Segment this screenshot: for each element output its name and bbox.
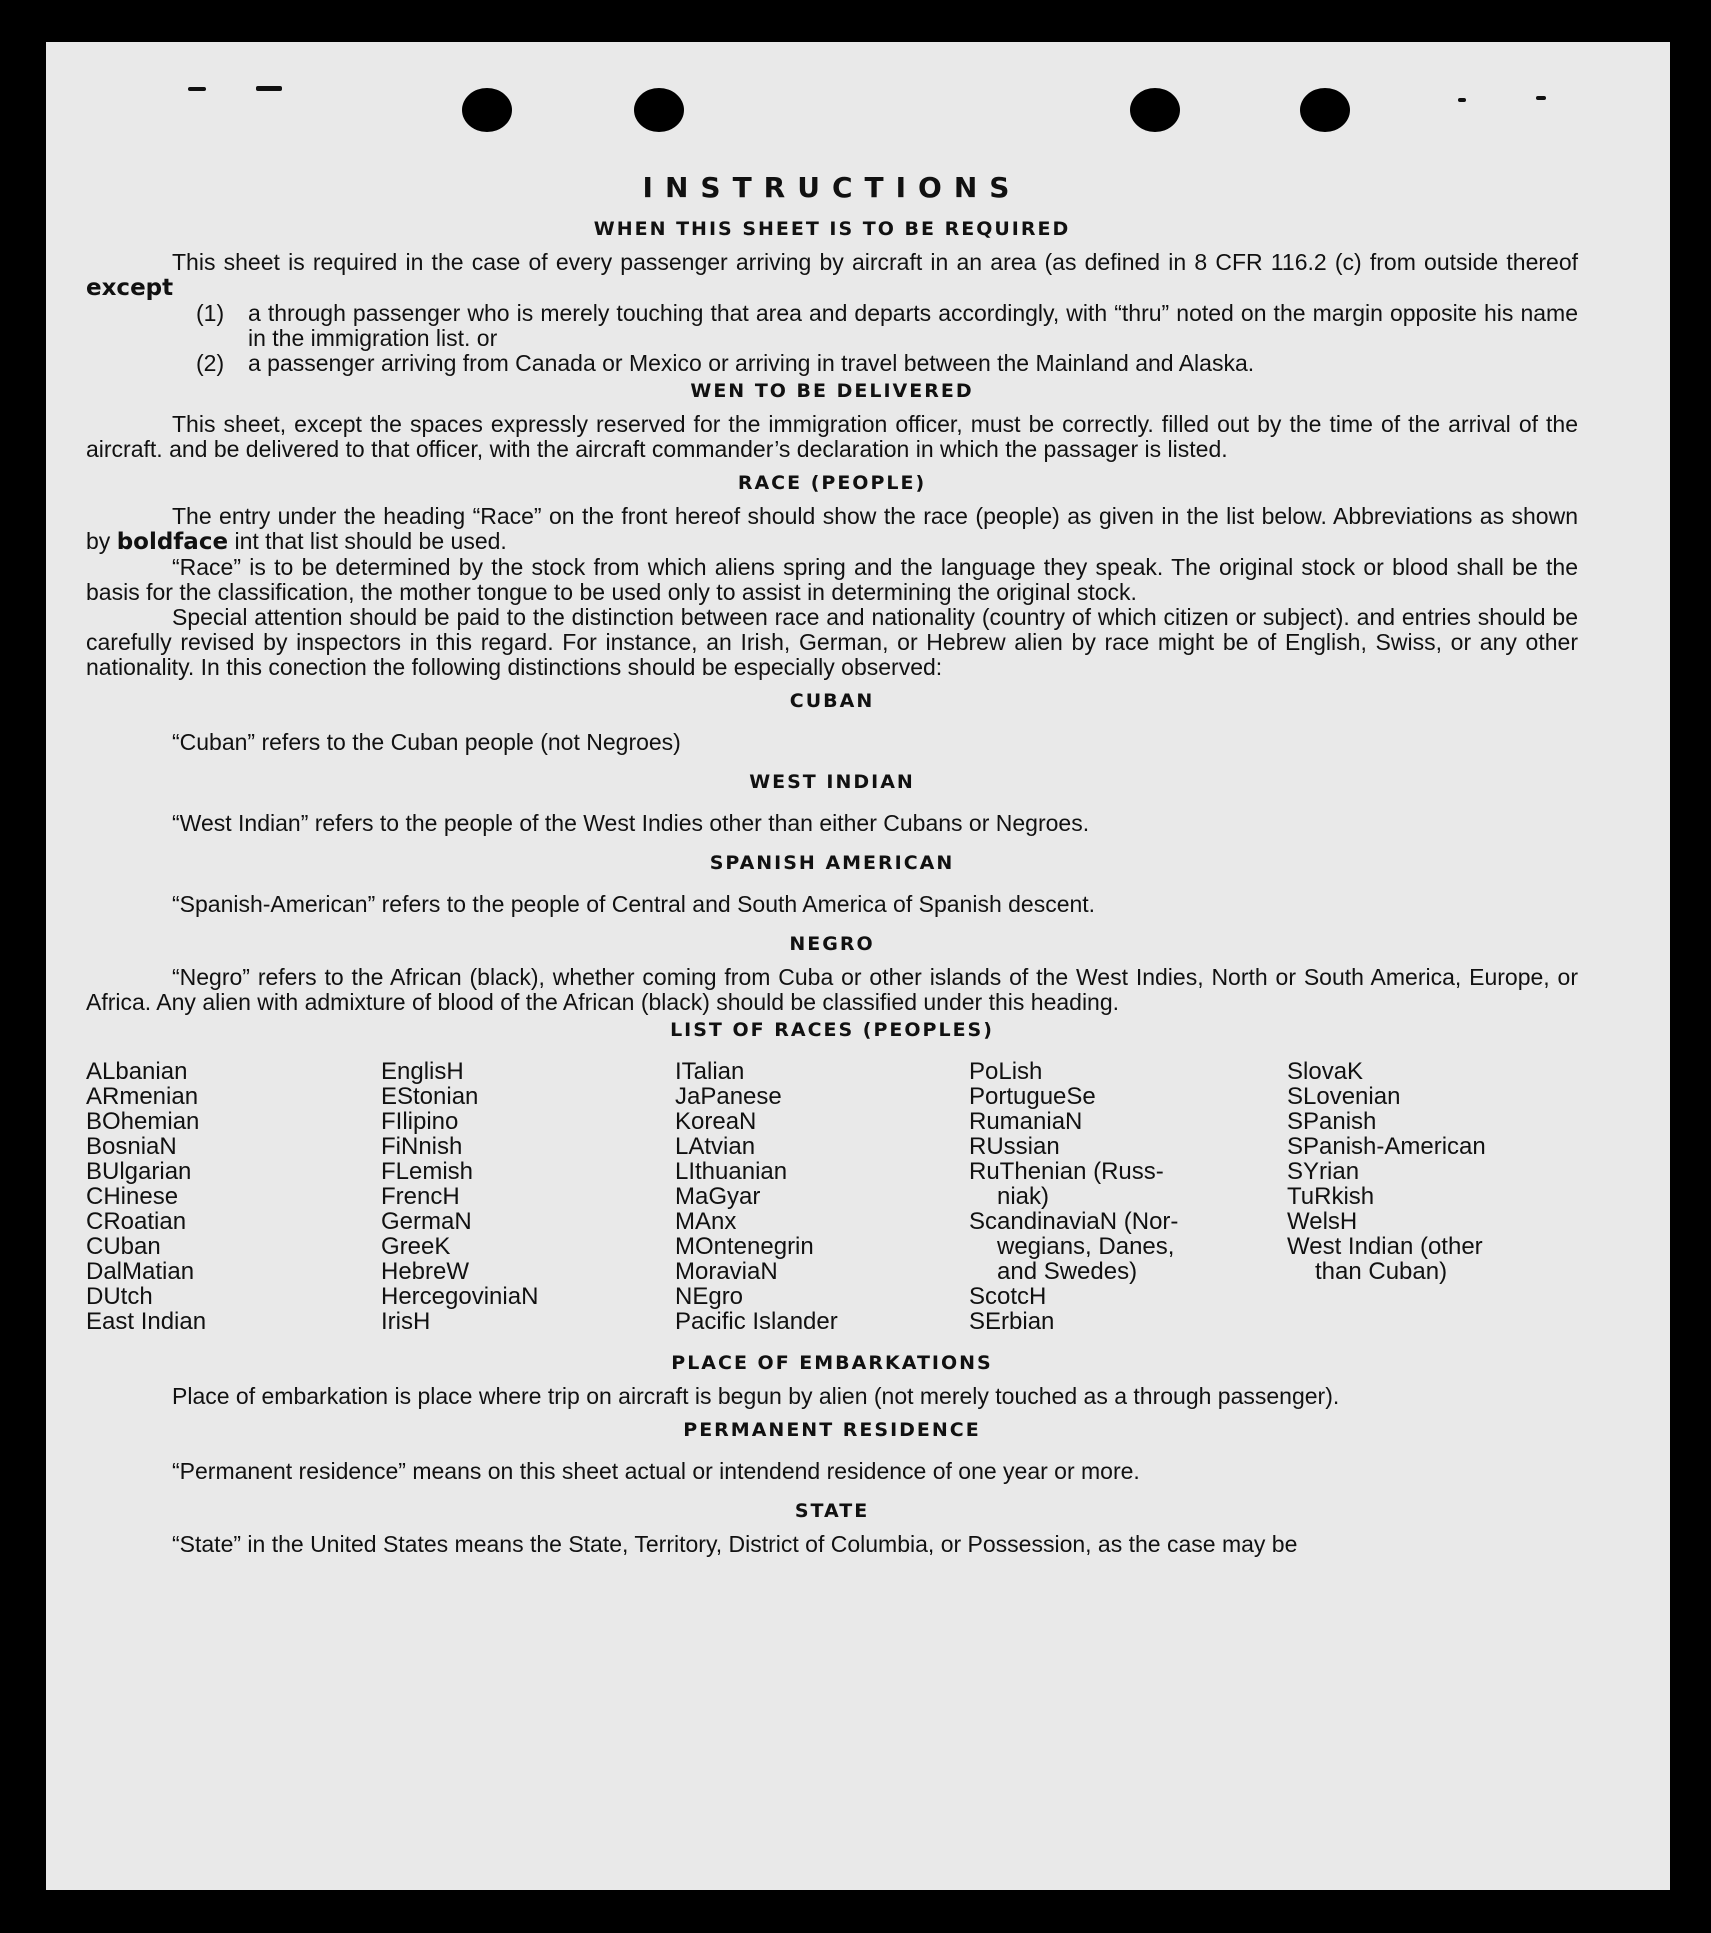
race-item: EnglisH [381,1058,464,1085]
punch-hole [462,88,512,132]
race-item: SlovaK [1287,1058,1364,1085]
required-intro: This sheet is required in the case of every passenger arriving by aircraft in an area (as defined in 8 CFR 116.2 (c) from outside thereof except [86,249,1578,301]
race-item: MaGyar [675,1183,761,1210]
scan-speck [188,87,206,91]
heading-cuban: CUBAN [789,690,875,712]
race-item: NEgro [675,1283,744,1310]
race-item: FIlipino [381,1108,459,1135]
heading-list-of-races: LIST OF RACES (PEOPLES) [670,1019,994,1041]
race-item: BosniaN [86,1133,177,1160]
punch-hole [1300,88,1350,132]
race-item: SPanish-American [1287,1133,1486,1160]
race-item: CUban [86,1233,161,1260]
delivered-text: This sheet, except the spaces expressly reserved for the immigration officer, must be correctly. filled out by the time of the arrival of the aircraft. and be delivered to that officer, with the aircraft commander’s declaration in which the passager is listed. [86,411,1578,462]
race-item-continued: and Swedes) [997,1258,1138,1285]
race-item: TuRkish [1287,1183,1375,1210]
state-text: “State” in the United States means the State, Territory, District of Columbia, or Possession, as the case may be [172,1531,1298,1557]
required-item-2: (2) a passenger arriving from Canada or Mexico or arriving in travel between the Mainland and Alaska. [196,350,1255,376]
race-paragraph-1: The entry under the heading “Race” on the front hereof should show the race (people) as given in the list below. Abbreviations as shown by boldface int that list should be used. [86,503,1578,555]
race-item: ALbanian [86,1058,188,1085]
races-column-4 [969,1059,1287,1334]
races-column-5 [1287,1059,1577,1334]
race-item: East Indian [86,1308,207,1335]
instructions-content [86,170,1578,1557]
punch-hole [1130,88,1180,132]
cuban-text: “Cuban” refers to the Cuban people (not Negroes) [172,729,681,755]
heading-required: WHEN THIS SHEET IS TO BE REQUIRED [593,218,1071,240]
heading-race: RACE (PEOPLE) [737,472,927,494]
race-item-continued: than Cuban) [1315,1258,1448,1285]
race-item: HercegoviniaN [381,1283,539,1310]
race-item: SLovenian [1287,1083,1401,1110]
race-item: SYrian [1287,1158,1360,1185]
race-item: HebreW [381,1258,470,1285]
race-item: MoraviaN [675,1258,778,1285]
races-column-3 [675,1059,969,1334]
race-item: PoLish [969,1058,1043,1085]
race-item: DUtch [86,1283,153,1310]
punch-hole [634,88,684,132]
race-item-continued: wegians, Danes, [997,1233,1175,1260]
scan-speck [1536,96,1546,100]
heading-state: STATE [794,1500,870,1522]
race-item: CHinese [86,1183,179,1210]
race-item: RumaniaN [969,1108,1083,1135]
race-item: BOhemian [86,1108,200,1135]
permanent-residence-text: “Permanent residence” means on this sheet actual or intendend residence of one year or more. [172,1458,1140,1484]
race-item: WelsH [1287,1208,1358,1235]
document-sheet [46,42,1670,1890]
race-item: FrencH [381,1183,460,1210]
spanish-american-text: “Spanish-American” refers to the people of Central and South America of Spanish descent. [172,891,1096,917]
scan-speck [1458,98,1466,102]
race-item: MOntenegrin [675,1233,814,1260]
race-item: JaPanese [675,1083,782,1110]
races-column-2 [381,1059,675,1334]
race-item: Pacific Islander [675,1308,838,1335]
race-item: LAtvian [675,1133,756,1160]
race-item: West Indian (other [1287,1233,1483,1260]
race-item: PortugueSe [969,1083,1096,1110]
page-title: INSTRUCTIONS [642,171,1022,204]
race-item: FiNnish [381,1133,463,1160]
race-item: MAnx [675,1208,737,1235]
heading-west-indian: WEST INDIAN [749,771,915,793]
race-item: GreeK [381,1233,451,1260]
race-item: CRoatian [86,1208,187,1235]
race-item: RUssian [969,1133,1060,1160]
race-paragraph-2: “Race” is to be determined by the stock from which aliens spring and the language they speak. The original stock or blood shall be the basis for the classification, the mother tongue to be used only to assist in determining the original stock. [86,554,1578,605]
race-item: IrisH [381,1308,431,1335]
scan-speck [256,86,282,91]
race-item: ITalian [675,1058,745,1085]
race-item: SPanish [1287,1108,1377,1135]
race-item: BUlgarian [86,1158,192,1185]
race-paragraph-3: Special attention should be paid to the distinction between race and nationality (country of which citizen or subject). and entries should be carefully revised by inspectors in this regard. For instance, an Irish, German, or Hebrew alien by race might be of English, Swiss, or any other nationality. In this conection the following distinctions should be especially observed: [86,604,1578,680]
race-item: ScotcH [969,1283,1047,1310]
race-item: SErbian [969,1308,1055,1335]
heading-negro: NEGRO [789,933,875,955]
required-item-1: (1) a through passenger who is merely touching that area and departs accordingly, with “thru” noted on the margin opposite his name in the immigration list. or [196,300,1578,351]
heading-embarkation: PLACE OF EMBARKATIONS [671,1352,993,1374]
race-item: GermaN [381,1208,472,1235]
race-item: ARmenian [86,1083,199,1110]
races-list [86,1059,1578,1334]
west-indian-text: “West Indian” refers to the people of the West Indies other than either Cubans or Negroes. [172,810,1090,836]
heading-permanent-residence: PERMANENT RESIDENCE [683,1419,981,1441]
race-item: FLemish [381,1158,474,1185]
race-item-continued: niak) [997,1183,1050,1210]
race-item: ScandinaviaN (Nor- [969,1208,1179,1235]
race-item: DalMatian [86,1258,195,1285]
race-item: RuThenian (Russ- [969,1158,1164,1185]
race-item: EStonian [381,1083,479,1110]
negro-text: “Negro” refers to the African (black), whether coming from Cuba or other islands of the West Indies, North or South America, Europe, or Africa. Any alien with admixture of blood of the African (black) should be classified under this heading. [86,964,1578,1015]
heading-spanish-american: SPANISH AMERICAN [709,852,955,874]
heading-delivered: WEN TO BE DELIVERED [690,380,974,402]
races-column-1 [86,1059,381,1334]
embarkation-text: Place of embarkation is place where trip on aircraft is begun by alien (not merely touched as a through passenger). [172,1383,1340,1409]
race-item: LIthuanian [675,1158,788,1185]
race-item: KoreaN [675,1108,757,1135]
